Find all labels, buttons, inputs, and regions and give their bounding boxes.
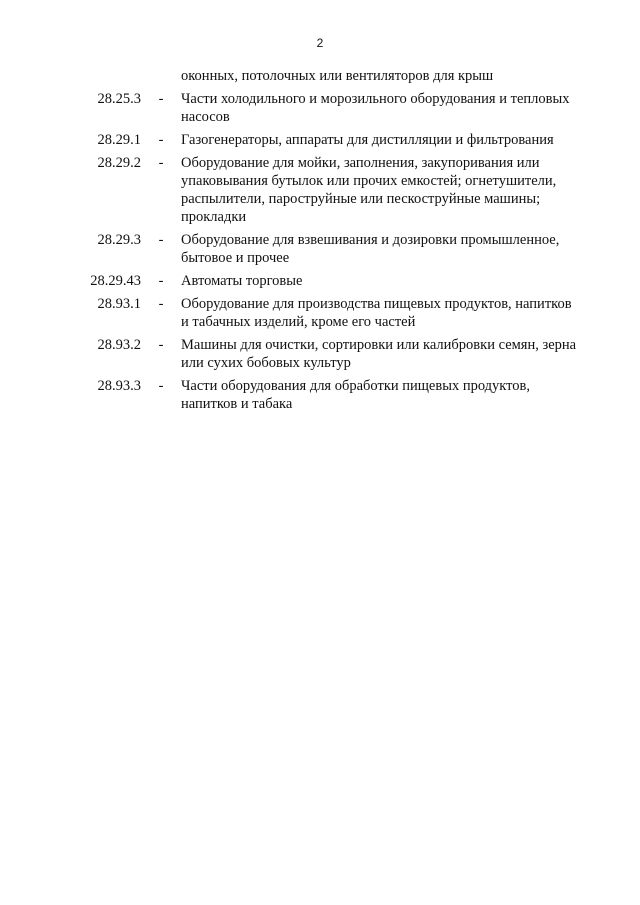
entry-code: 28.29.1 — [97, 132, 141, 148]
entry-code: 28.29.2 — [97, 155, 141, 171]
entry-code: 28.93.3 — [97, 378, 141, 394]
entry-description: Части холодильного и морозильного оборудования и тепловых насосов — [181, 91, 570, 125]
classification-list — [0, 90, 640, 418]
list-item — [0, 377, 640, 413]
entry-code: 28.25.3 — [97, 91, 141, 107]
entry-dash: - — [158, 273, 164, 289]
entry-dash: - — [158, 91, 164, 107]
entry-description: Газогенераторы, аппараты для дистилляции и фильтрования — [181, 132, 554, 148]
continuation-text: оконных, потолочных или вентиляторов для крыш — [181, 68, 494, 84]
list-item — [0, 336, 640, 372]
list-item — [0, 131, 640, 149]
list-item — [0, 90, 640, 126]
list-item — [0, 295, 640, 331]
entry-description: Части оборудования для обработки пищевых продуктов, напитков и табака — [181, 378, 531, 412]
entry-description: Машины для очистки, сортировки или калибровки семян, зерна или сухих бобовых культур — [181, 337, 577, 371]
entry-description: Оборудование для мойки, заполнения, закупоривания или упаковывания бутылок или прочих емкостей; огнетушители, распылители, пароструйные или пескоструйные машины; прокладки — [181, 155, 557, 225]
list-item — [0, 231, 640, 267]
page-number: 2 — [316, 36, 324, 50]
entry-dash: - — [158, 337, 164, 353]
entry-description: Автоматы торговые — [181, 273, 303, 289]
entry-dash: - — [158, 296, 164, 312]
entry-dash: - — [158, 232, 164, 248]
entry-code: 28.93.2 — [97, 337, 141, 353]
list-item — [0, 272, 640, 290]
entry-dash: - — [158, 378, 164, 394]
entry-dash: - — [158, 132, 164, 148]
entry-code: 28.29.43 — [90, 273, 141, 289]
entry-description: Оборудование для производства пищевых продуктов, напитков и табачных изделий, кроме его частей — [181, 296, 572, 330]
entry-description: Оборудование для взвешивания и дозировки промышленное, бытовое и прочее — [181, 232, 560, 266]
entry-dash: - — [158, 155, 164, 171]
list-item — [0, 154, 640, 226]
entry-code: 28.29.3 — [97, 232, 141, 248]
entry-code: 28.93.1 — [97, 296, 141, 312]
